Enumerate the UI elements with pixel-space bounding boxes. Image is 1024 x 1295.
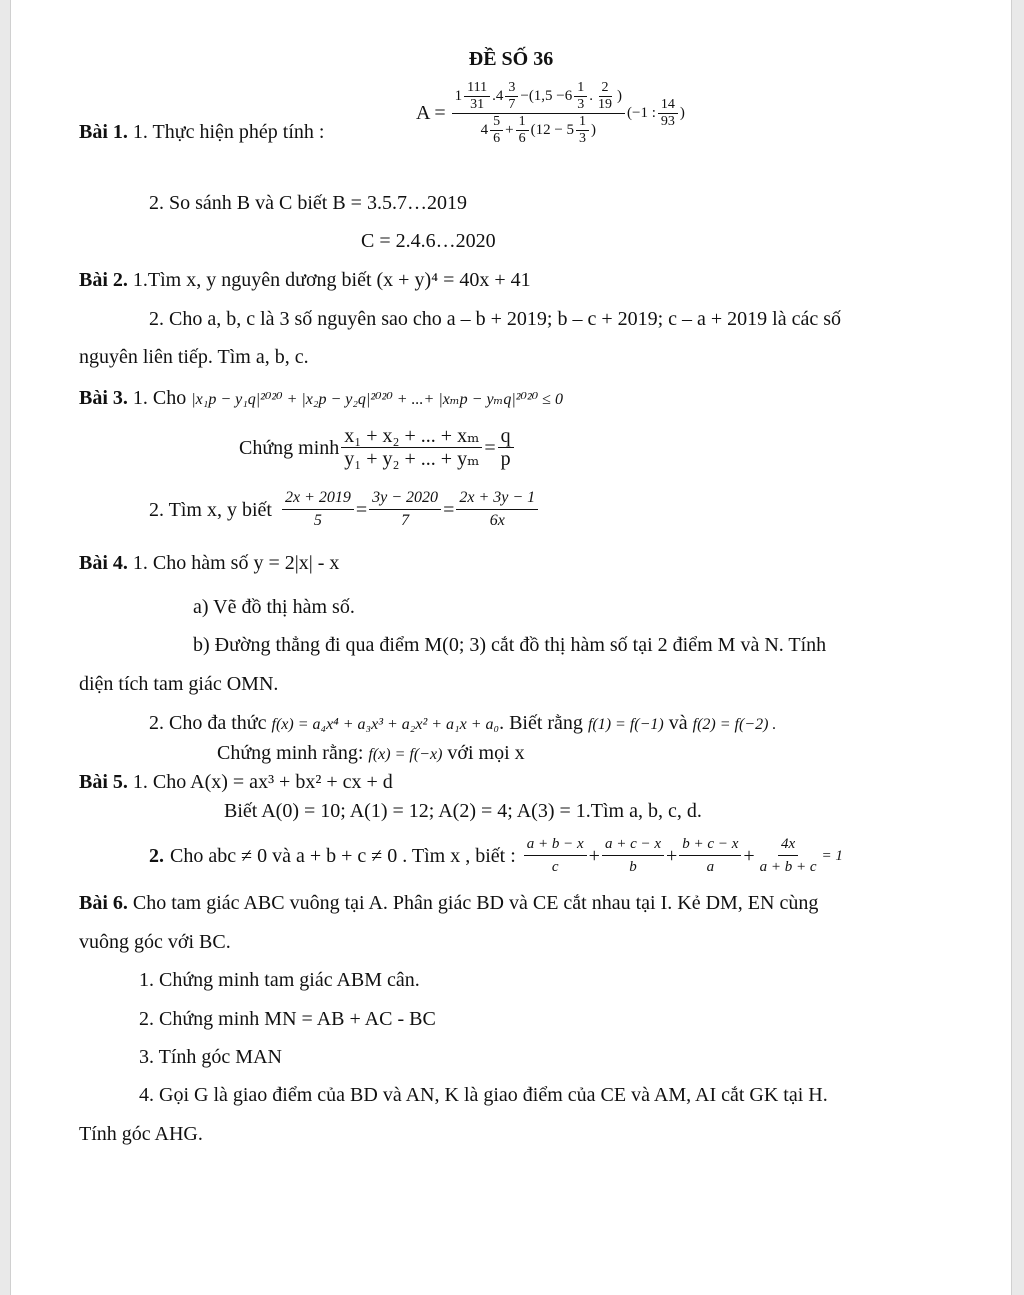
bai4-prove-eq: f(x) = f(−x) [368, 746, 443, 763]
bai4-prove-text: Chứng minh rằng: [217, 742, 364, 764]
bai5-term4: $\frac{4x}{a + b + c}$ [757, 833, 820, 878]
bai5-term2: $\frac{a + c - x}{b}$ [602, 833, 664, 878]
bai1-part2: 2. So sánh B và C biết B = 3.5.7…2019 [149, 192, 467, 214]
bai5-term1: $\frac{a + b - x}{c}$ [524, 833, 587, 878]
bai4-line1 [79, 551, 339, 575]
bai3-part1: 1. Cho [132, 387, 187, 409]
bai6-item-1: 1. Chứng minh tam giác ABM cân. [139, 969, 420, 991]
A-tail: (−1 : $\frac{14}{93}$ ) [627, 97, 685, 129]
A-equals: A = [416, 102, 446, 124]
bai3-part2-text: 2. Tìm x, y biết [149, 498, 272, 521]
A-den-4: 4 [480, 121, 489, 138]
A-num-frac1: $\frac{111}{31}$ [464, 80, 490, 113]
bai4-prove-tail: với mọi x [447, 742, 525, 764]
bai5-part1: 1. Cho A(x) = ax³ + bx² + cx + d [132, 771, 393, 793]
A-denominator: 4 $\frac{5}{6}$ + $\frac{1}{6}$ (12 − 5 $\frac{1}{3}$ ) [480, 114, 597, 146]
bai3-prove-line [239, 425, 516, 470]
expression-A [416, 80, 685, 147]
bai4-b: b) Đường thẳng đi qua điểm M(0; 3) cắt đồ thị hàm số tại 2 điểm M và N. Tính [193, 634, 827, 656]
A-tail-text: (−1 : [627, 104, 656, 121]
A-den-frac1: $\frac{5}{6}$ [490, 114, 503, 147]
exam-title: ĐỀ SỐ 36 [468, 48, 554, 70]
A-den-plus: + [505, 121, 514, 138]
bai3-prove-text: Chứng minh [239, 436, 340, 459]
bai5-part2 [149, 833, 843, 878]
bai3-frac2: $\frac{3y - 2020}{7}$ [369, 487, 441, 532]
bai5-part1b: Biết A(0) = 10; A(1) = 12; A(2) = 4; A(3) = 1.Tìm a, b, c, d. [224, 800, 702, 822]
bai2-line1 [79, 268, 531, 292]
bai4-part2 [149, 711, 776, 737]
bai3-part2: 2. Tìm x, y biết $\frac{2x + 2019}{5}$ = $\frac{3y - 2020}{7}$ = $\frac{2x + 3y - 1}{6x}$ [149, 487, 540, 532]
bai6-item-2: 2. Chứng minh MN = AB + AC - BC [139, 1008, 436, 1030]
bai3-label: Bài 3. [79, 387, 128, 409]
bai2-part1: 1.Tìm x, y nguyên dương biết (x + y)⁴ = 40x + 41 [132, 269, 531, 291]
bai6-label: Bài 6. [79, 892, 128, 914]
bai2-part2: 2. Cho a, b, c là 3 số nguyên sao cho a – b + 2019; b – c + 2019; c – a + 2019 là các số [149, 308, 842, 330]
bai3-frac3: $\frac{2x + 3y - 1}{6x}$ [456, 487, 538, 532]
A-tail-frac: $\frac{14}{93}$ [658, 97, 678, 130]
bai5-plus2: + [666, 844, 678, 867]
bai3-eq: = [484, 436, 496, 459]
bai4-cond1: f(1) = f(−1) [587, 716, 664, 733]
bai4-label: Bài 4. [79, 552, 128, 574]
A-num-1: 1 [454, 87, 463, 104]
bai4-part2-text: 2. Cho đa thức [149, 712, 267, 734]
bai4-and: và [668, 712, 688, 734]
bai6-item-4: 4. Gọi G là giao điểm của BD và AN, K là giao điểm của CE và AM, AI cắt GK tại H. [139, 1084, 828, 1106]
bai4-prove [217, 741, 525, 767]
A-num-minus: − [520, 87, 529, 104]
A-den-paren: (12 − 5 [530, 121, 575, 138]
bai4-part1: 1. Cho hàm số y = 2|x| - x [132, 552, 340, 574]
bai5-part2-prefix: 2. [149, 844, 164, 867]
bai4-b2: diện tích tam giác OMN. [79, 673, 279, 695]
document-page [10, 0, 1012, 1295]
bai4-part2-mid: . Biết rằng [499, 712, 583, 734]
bai6-intro: Cho tam giác ABC vuông tại A. Phân giác BD và CE cắt nhau tại I. Kẻ DM, EN cùng [132, 892, 819, 914]
bai5-part2-text: Cho abc ≠ 0 và a + b + c ≠ 0 . Tìm x , biết : [170, 844, 516, 867]
bai5-plus3: + [743, 844, 755, 867]
bai5-rhs: = 1 [821, 847, 843, 864]
bai3-frac1: $\frac{2x + 2019}{5}$ [282, 487, 354, 532]
A-num-paren: (1,5 −6 [528, 87, 573, 104]
bai5-plus1: + [588, 844, 600, 867]
bai1-part2b: C = 2.4.6…2020 [361, 230, 496, 252]
A-numerator: 1 $\frac{111}{31}$ .4 $\frac{3}{7}$ −(1,5 −6 $\frac{1}{3}$ . $\frac{2}{19}$ ) [452, 80, 625, 114]
A-main-fraction [452, 80, 625, 147]
bai1-label: Bài 1. [79, 121, 128, 143]
bai6-line1 [79, 891, 818, 915]
bai6-item-3: 3. Tính góc MAN [139, 1046, 282, 1068]
bai6-last: Tính góc AHG. [79, 1123, 203, 1145]
bai4-polynomial: f(x) = a₄x⁴ + a₃x³ + a₂x² + a₁x + a₀ [271, 716, 500, 733]
bai2-label: Bài 2. [79, 269, 128, 291]
A-num-frac3: $\frac{1}{3}$ [574, 80, 587, 113]
A-num-frac4: $\frac{2}{19}$ [598, 80, 613, 112]
bai3-inequality: |x₁p − y₁q|²⁰²⁰ + |x₂p − y₂q|²⁰²⁰ + ...+ |xₘp − yₘq|²⁰²⁰ ≤ 0 [191, 391, 563, 408]
bai3-sum-fraction: $\frac{\text{x₁ + x₂ + ... + xₘ}}{\text{y₁ + y₂ + ... + yₘ}}$ [341, 425, 482, 470]
A-den-frac2: $\frac{1}{6}$ [516, 114, 529, 147]
bai1-part1-text: 1. Thực hiện phép tính : [132, 121, 325, 143]
bai3-line1 [79, 386, 563, 412]
A-num-frac2: $\frac{3}{7}$ [505, 80, 518, 113]
bai5-term3: $\frac{b + c - x}{a}$ [679, 833, 741, 878]
bai3-qp-fraction: $\frac{q}{p}$ [498, 425, 514, 470]
bai4-a: a) Vẽ đồ thị hàm số. [193, 596, 355, 618]
A-den-frac3: $\frac{1}{3}$ [576, 114, 589, 147]
bai4-cond2: f(2) = f(−2) . [692, 716, 777, 733]
bai2-part2b: nguyên liên tiếp. Tìm a, b, c. [79, 346, 309, 368]
bai5-line1 [79, 770, 393, 794]
A-num-4: .4 [492, 87, 504, 104]
bai6-intro-b: vuông góc với BC. [79, 931, 231, 953]
bai1-line1 [79, 120, 324, 144]
bai5-label: Bài 5. [79, 771, 128, 793]
